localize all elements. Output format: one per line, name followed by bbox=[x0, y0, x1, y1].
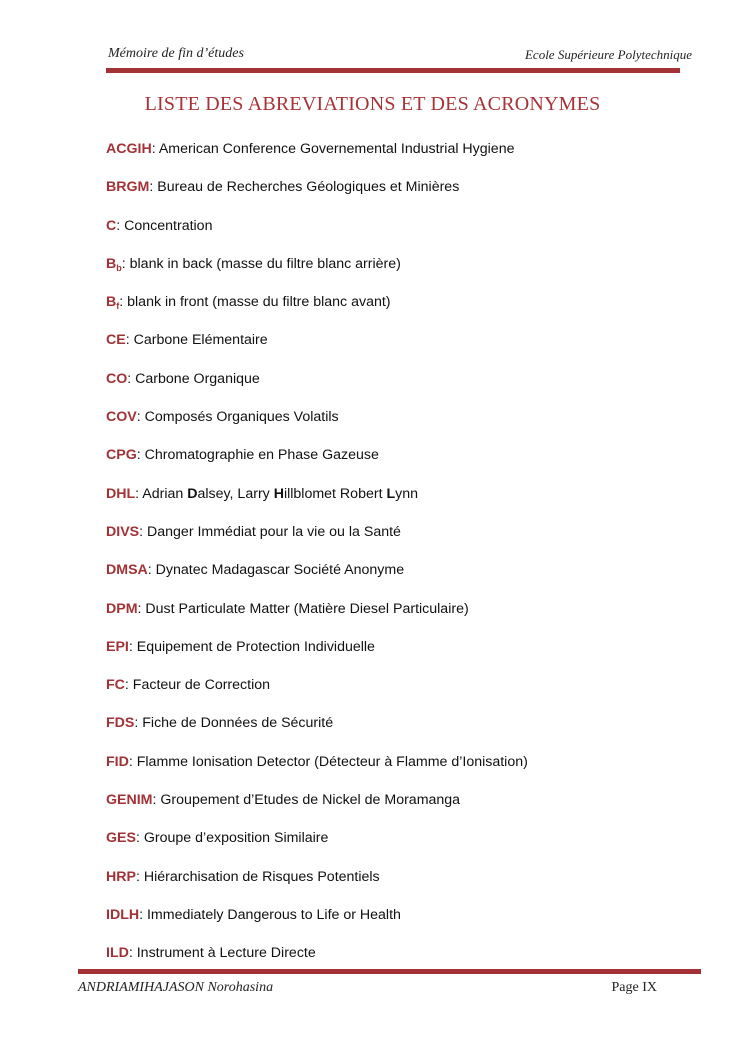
list-item bbox=[106, 523, 528, 561]
definition: : Fiche de Données de Sécurité bbox=[134, 715, 334, 732]
acronym: GES bbox=[106, 830, 136, 847]
list-item bbox=[106, 140, 528, 178]
footer-rule bbox=[78, 969, 701, 974]
list-item bbox=[106, 408, 528, 446]
definition: : Carbone Elémentaire bbox=[125, 332, 268, 349]
acronym: DMSA bbox=[106, 562, 148, 579]
definition: : Composés Organiques Volatils bbox=[136, 409, 339, 426]
list-item bbox=[106, 331, 528, 369]
definition: : Immediately Dangerous to Life or Health bbox=[139, 906, 401, 923]
definition: : Hiérarchisation de Risques Potentiels bbox=[135, 868, 380, 885]
acronym: $B_b$ bbox=[106, 255, 122, 273]
acronym: $B_f$ bbox=[106, 294, 120, 312]
acronym: BRGM bbox=[106, 179, 150, 196]
definition: : Groupement d’Etudes de Nickel de Moramanga bbox=[152, 792, 461, 809]
definition: : Facteur de Correction bbox=[124, 677, 271, 694]
footer-author: ANDRIAMIHAJASON Norohasina bbox=[78, 980, 274, 995]
list-item bbox=[106, 638, 528, 676]
acronym: C bbox=[106, 217, 117, 234]
definition: : Dynatec Madagascar Société Anonyme bbox=[147, 562, 405, 579]
definition: : Chromatographie en Phase Gazeuse bbox=[136, 447, 379, 464]
definition: : blank in front (masse du filtre blanc avant) bbox=[119, 294, 391, 311]
definition: : Instrument à Lecture Directe bbox=[128, 945, 316, 962]
definition: : Concentration bbox=[116, 217, 213, 234]
list-item bbox=[106, 906, 528, 944]
page-number: Page IX bbox=[611, 980, 657, 995]
list-item bbox=[106, 829, 528, 867]
list-item bbox=[106, 714, 528, 752]
acronym: DHL bbox=[106, 485, 136, 502]
list-item bbox=[106, 446, 528, 484]
acronym: COV bbox=[106, 409, 137, 426]
acronym: IDLH bbox=[106, 906, 140, 923]
acronym: FC bbox=[106, 677, 125, 694]
acronym: FID bbox=[106, 753, 129, 770]
list-item bbox=[106, 217, 528, 255]
definition: : Adrian Dalsey, Larry Hillblomet Robert Lynn bbox=[135, 485, 419, 502]
definition: : Flamme Ionisation Detector (Détecteur à Flamme d’Ionisation) bbox=[128, 753, 528, 770]
acronym: GENIM bbox=[106, 792, 153, 809]
definition: : American Conference Governemental Industrial Hygiene bbox=[151, 141, 515, 157]
definition: : Dust Particulate Matter (Matière Diesel Particulaire) bbox=[137, 600, 469, 617]
acronym: HRP bbox=[106, 868, 136, 885]
list-item bbox=[106, 561, 528, 599]
list-item bbox=[106, 255, 528, 293]
definition: : Groupe d’exposition Similaire bbox=[135, 830, 329, 847]
acronym: DIVS bbox=[106, 523, 140, 540]
acronym: CO bbox=[106, 370, 128, 387]
acronym: EPI bbox=[106, 638, 129, 655]
definition: : Equipement de Protection Individuelle bbox=[128, 638, 375, 655]
header-rule bbox=[106, 68, 680, 73]
list-item bbox=[106, 600, 528, 638]
definition: : Danger Immédiat pour la vie ou la Santé bbox=[139, 523, 401, 540]
definition: : Bureau de Recherches Géologiques et Minières bbox=[149, 179, 460, 196]
definition: : Carbone Organique bbox=[127, 370, 260, 387]
acronym: DPM bbox=[106, 600, 138, 617]
acronym: FDS bbox=[106, 715, 135, 732]
header-right-text: Ecole Supérieure Polytechnique bbox=[524, 47, 692, 62]
acronym: CE bbox=[106, 332, 126, 349]
list-item bbox=[106, 370, 528, 408]
page-title: LISTE DES ABREVIATIONS ET DES ACRONYMES bbox=[144, 93, 601, 115]
acronym-list bbox=[106, 140, 528, 983]
list-item bbox=[106, 676, 528, 714]
list-item bbox=[106, 791, 528, 829]
list-item bbox=[106, 868, 528, 906]
list-item bbox=[106, 178, 528, 216]
header-left-text: Mémoire de fin d’études bbox=[108, 46, 244, 61]
acronym: CPG bbox=[106, 447, 137, 464]
definition: : blank in back (masse du filtre blanc arrière) bbox=[121, 255, 401, 272]
list-item bbox=[106, 293, 528, 331]
list-item bbox=[106, 485, 528, 523]
acronym: ILD bbox=[106, 945, 129, 962]
list-item bbox=[106, 944, 528, 982]
list-item bbox=[106, 753, 528, 791]
acronym: ACGIH bbox=[106, 141, 152, 157]
